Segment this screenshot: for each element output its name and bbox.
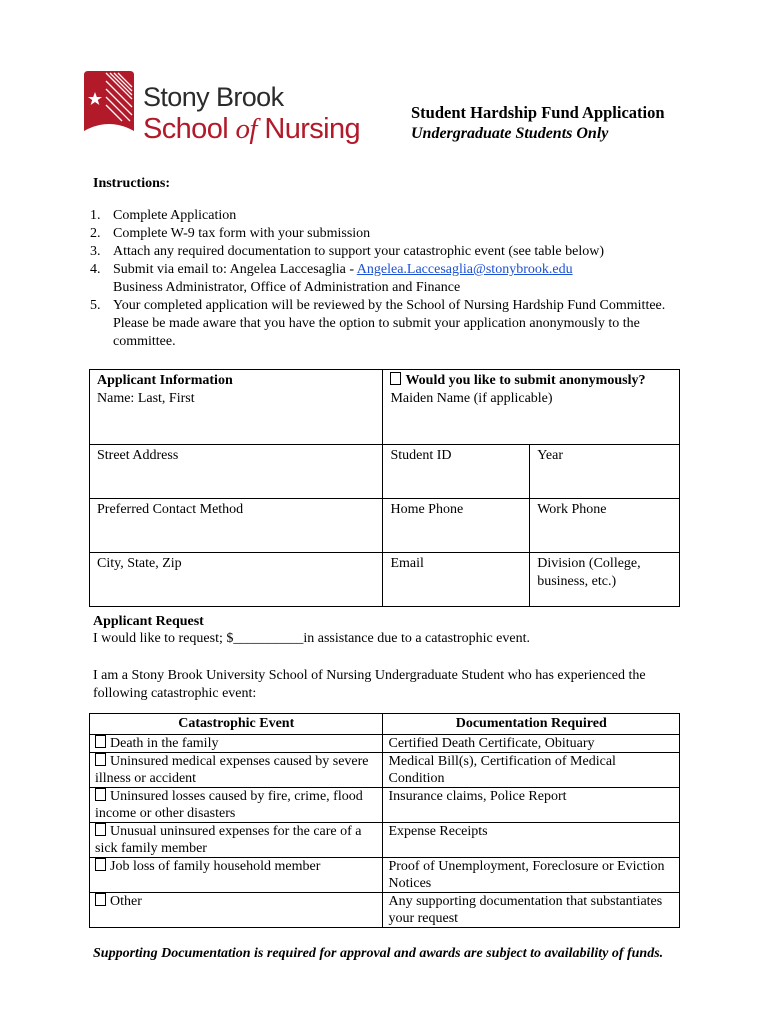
table-row — [90, 735, 680, 753]
page-subtitle: Undergraduate Students Only — [411, 125, 609, 142]
table-row — [90, 858, 680, 893]
applicant-request-heading: Applicant Request — [93, 614, 204, 629]
eligibility-statement: I am a Stony Brook University School of Nursing Undergraduate Student who has experienced the following catastrophic event: — [93, 668, 646, 701]
event-option[interactable]: Uninsured medical expenses caused by severe illness or accident — [90, 753, 383, 788]
page-title: Student Hardship Fund Application — [411, 103, 665, 122]
home-phone-field[interactable]: Home Phone — [383, 499, 530, 553]
email-field[interactable]: Email — [383, 553, 530, 607]
event-option[interactable]: Job loss of family household member — [90, 858, 383, 893]
event-option[interactable]: Uninsured losses caused by fire, crime, flood income or other disasters — [90, 788, 383, 823]
table-row — [90, 788, 680, 823]
city-state-zip-field[interactable]: City, State, Zip — [90, 553, 383, 607]
table-row — [90, 823, 680, 858]
instruction-item: 4. Submit via email to: Angelea Laccesaglia - Angelea.Laccesaglia@stonybrook.edu Business Administrator, Office of Administration and Finance — [90, 262, 573, 295]
event-checkbox[interactable] — [95, 788, 106, 801]
supporting-documentation-note: Supporting Documentation is required for approval and awards are subject to availability of funds. — [93, 946, 664, 961]
instruction-item: 2. Complete W-9 tax form with your submission — [90, 226, 371, 241]
stony-brook-shield-logo — [84, 71, 134, 131]
event-option[interactable]: Unusual uninsured expenses for the care of a sick family member — [90, 823, 383, 858]
event-option[interactable]: Other — [90, 893, 383, 928]
street-address-field[interactable]: Street Address — [90, 445, 383, 499]
instructions-heading: Instructions: — [93, 176, 171, 191]
applicant-info-heading: Applicant Information — [97, 373, 233, 388]
logo-text-stony-brook: Stony Brook — [143, 82, 284, 112]
name-label: Name: Last, First — [97, 391, 195, 406]
documentation-cell: Proof of Unemployment, Foreclosure or Eviction Notices — [383, 858, 680, 893]
event-checkbox[interactable] — [95, 735, 106, 748]
event-column-header: Catastrophic Event — [90, 714, 383, 735]
maiden-name-field[interactable] — [383, 370, 680, 445]
anonymous-checkbox[interactable] — [390, 372, 401, 385]
maiden-name-label: Maiden Name (if applicable) — [390, 391, 553, 406]
instruction-item: 3. Attach any required documentation to support your catastrophic event (see table below) — [90, 244, 604, 259]
documentation-cell: Expense Receipts — [383, 823, 680, 858]
event-checkbox[interactable] — [95, 823, 106, 836]
event-checkbox[interactable] — [95, 893, 106, 906]
instruction-item: 5. Your completed application will be reviewed by the School of Nursing Hardship Fund Committee. Please be made aware that you have the option to submit your application anonymously to the committee. — [90, 298, 666, 349]
year-field[interactable]: Year — [530, 445, 680, 499]
work-phone-field[interactable]: Work Phone — [530, 499, 680, 553]
applicant-info-table — [89, 369, 680, 607]
name-field[interactable] — [90, 370, 383, 445]
instructions-list — [90, 207, 690, 351]
division-field[interactable]: Division (College, business, etc.) — [530, 553, 680, 607]
contact-method-field[interactable]: Preferred Contact Method — [90, 499, 383, 553]
catastrophic-event-table — [89, 713, 680, 928]
documentation-cell: Insurance claims, Police Report — [383, 788, 680, 823]
logo-text-school-of-nursing: School of Nursing — [143, 113, 361, 145]
email-link[interactable]: Angelea.Laccesaglia@stonybrook.edu — [356, 262, 573, 277]
table-row — [90, 893, 680, 928]
event-option[interactable]: Death in the family — [90, 735, 383, 753]
anonymous-option[interactable]: Would you like to submit anonymously? — [390, 372, 672, 390]
documentation-column-header: Documentation Required — [383, 714, 680, 735]
table-row — [90, 753, 680, 788]
instruction-item: 1. Complete Application — [90, 208, 237, 223]
documentation-cell: Medical Bill(s), Certification of Medical Condition — [383, 753, 680, 788]
event-checkbox[interactable] — [95, 753, 106, 766]
student-id-field[interactable]: Student ID — [383, 445, 530, 499]
event-checkbox[interactable] — [95, 858, 106, 871]
documentation-cell: Certified Death Certificate, Obituary — [383, 735, 680, 753]
request-amount-line: I would like to request; $__________in assistance due to a catastrophic event. — [93, 631, 531, 646]
documentation-cell: Any supporting documentation that substantiates your request — [383, 893, 680, 928]
